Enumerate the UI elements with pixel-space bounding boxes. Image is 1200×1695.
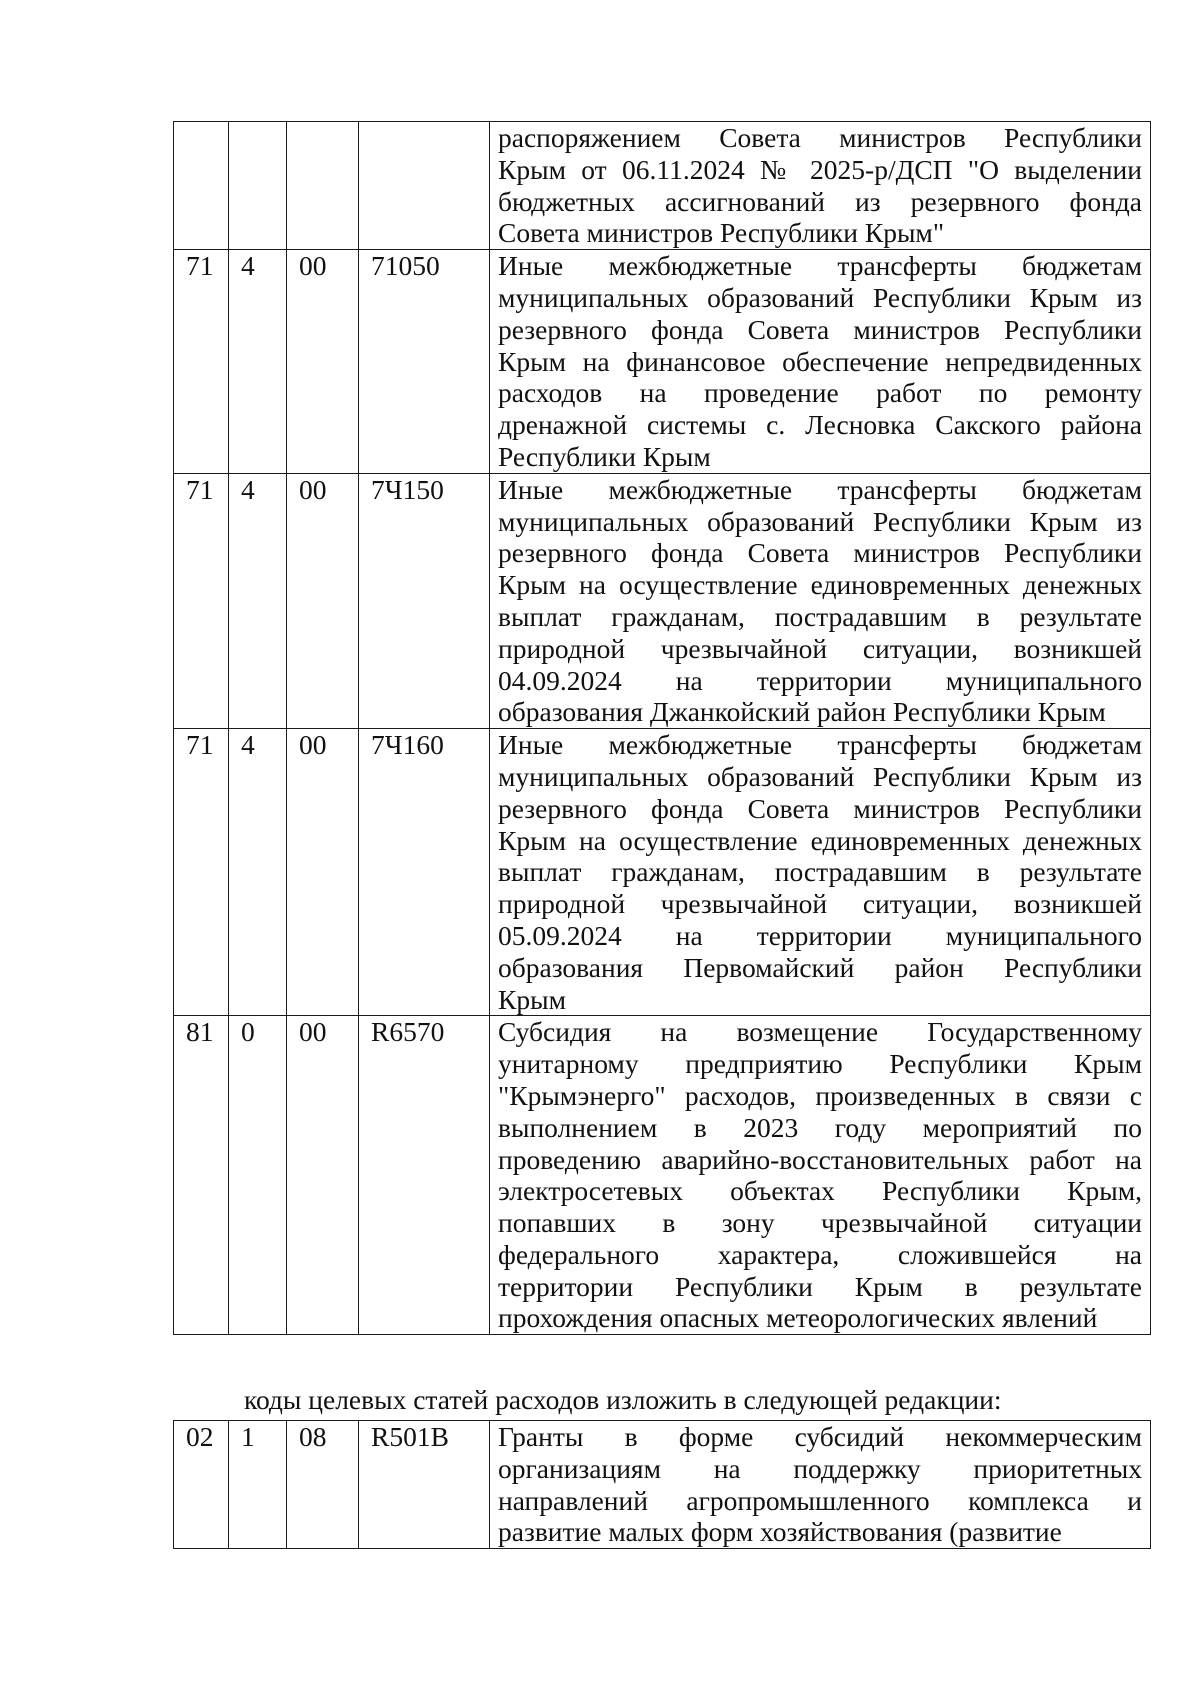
description-line: Республики Крым	[498, 440, 711, 472]
description-line: 04.09.2024 на территории муниципального	[498, 664, 1142, 696]
subprogram-code-cell: 4	[229, 473, 287, 728]
table-row	[174, 1016, 1151, 1335]
description-cell	[490, 250, 1151, 474]
subprogram-code-cell	[229, 122, 287, 250]
description-line: направлений агропромышленного комплекса и	[498, 1484, 1142, 1516]
table-row	[174, 473, 1151, 728]
program-code-cell: 71	[174, 473, 229, 728]
target-articles-table	[173, 121, 1151, 1335]
target-articles-table-body	[174, 122, 1151, 1335]
description-line: распоряжением Совета министров Республики	[498, 122, 1142, 153]
description-line: выполнением в 2023 году мероприятий по	[498, 1111, 1142, 1143]
description-line: Крым от 06.11.2024 № 2025-р/ДСП "О выделении	[498, 153, 1142, 185]
program-code-cell: 71	[174, 729, 229, 1016]
revised-articles-table-body	[174, 1421, 1151, 1549]
description-line: резервного фонда Совета министров Республики	[498, 313, 1142, 345]
description-line: муниципальных образований Республики Крым из	[498, 760, 1142, 792]
description-line: организациям на поддержку приоритетных	[498, 1452, 1142, 1484]
event-code-cell: 00	[287, 1016, 359, 1335]
direction-code-cell: 7Ч160	[359, 729, 490, 1016]
table-row	[174, 250, 1151, 474]
description-cell	[490, 1016, 1151, 1335]
description-line: электросетевых объектах Республики Крым,	[498, 1175, 1142, 1207]
table-row	[174, 122, 1151, 250]
event-code-cell: 00	[287, 250, 359, 474]
program-code-cell: 02	[174, 1421, 229, 1549]
revised-articles-table	[173, 1420, 1151, 1549]
subprogram-code-cell: 4	[229, 729, 287, 1016]
description-line: "Крымэнерго" расходов, произведенных в связи с	[498, 1079, 1142, 1111]
description-line: федерального характера, сложившейся на	[498, 1238, 1142, 1270]
description-line: муниципальных образований Республики Крым из	[498, 281, 1142, 313]
instruction-text: коды целевых статей расходов изложить в следующей редакции:	[244, 1384, 1002, 1415]
description-line: Крым на осуществление единовременных денежных	[498, 569, 1142, 601]
description-line: унитарному предприятию Республики Крым	[498, 1048, 1142, 1080]
description-line: Субсидия на возмещение Государственному	[498, 1016, 1142, 1048]
table-row	[174, 729, 1151, 1016]
description-line: проведению аварийно-восстановительных работ на	[498, 1143, 1142, 1175]
direction-code-cell: 71050	[359, 250, 490, 474]
table-row	[174, 1421, 1151, 1549]
program-code-cell: 81	[174, 1016, 229, 1335]
description-line: природной чрезвычайной ситуации, возникшей	[498, 888, 1142, 920]
description-line: Иные межбюджетные трансферты бюджетам	[498, 729, 1142, 761]
description-line: развитие малых форм хозяйствования (развитие	[498, 1516, 1062, 1548]
direction-code-cell: R6570	[359, 1016, 490, 1335]
description-line: выплат гражданам, пострадавшим в результате	[498, 600, 1142, 632]
event-code-cell	[287, 122, 359, 250]
description-line: 05.09.2024 на территории муниципального	[498, 919, 1142, 951]
direction-code-cell	[359, 122, 490, 250]
description-line: попавших в зону чрезвычайной ситуации	[498, 1207, 1142, 1239]
description-cell	[490, 729, 1151, 1016]
description-line: Крым на финансовое обеспечение непредвиденных	[498, 345, 1142, 377]
description-line: дренажной системы с. Лесновка Сакского района	[498, 409, 1142, 441]
description-line: Иные межбюджетные трансферты бюджетам	[498, 250, 1142, 282]
subprogram-code-cell: 4	[229, 250, 287, 474]
description-line: образования Джанкойский район Республики Крым	[498, 696, 1106, 728]
description-line: расходов на проведение работ по ремонту	[498, 377, 1142, 409]
program-code-cell: 71	[174, 250, 229, 474]
description-line: резервного фонда Совета министров Республики	[498, 792, 1142, 824]
description-line: выплат гражданам, пострадавшим в результате	[498, 856, 1142, 888]
direction-code-cell: R501B	[359, 1421, 490, 1549]
description-line: Крым	[498, 983, 566, 1015]
description-cell	[490, 1421, 1151, 1549]
direction-code-cell: 7Ч150	[359, 473, 490, 728]
description-cell	[490, 122, 1151, 250]
description-line: Гранты в форме субсидий некоммерческим	[498, 1421, 1142, 1452]
event-code-cell: 00	[287, 729, 359, 1016]
description-cell	[490, 473, 1151, 728]
description-line: Крым на осуществление единовременных денежных	[498, 824, 1142, 856]
event-code-cell: 00	[287, 473, 359, 728]
description-line: территории Республики Крым в результате	[498, 1270, 1142, 1302]
description-line: природной чрезвычайной ситуации, возникшей	[498, 632, 1142, 664]
description-line: Совета министров Республики Крым"	[498, 217, 945, 249]
subprogram-code-cell: 0	[229, 1016, 287, 1335]
subprogram-code-cell: 1	[229, 1421, 287, 1549]
description-line: бюджетных ассигнований из резервного фонда	[498, 185, 1142, 217]
description-line: образования Первомайский район Республики	[498, 951, 1142, 983]
description-line: прохождения опасных метеорологических явлений	[498, 1302, 1098, 1334]
program-code-cell	[174, 122, 229, 250]
event-code-cell: 08	[287, 1421, 359, 1549]
description-line: муниципальных образований Республики Крым из	[498, 505, 1142, 537]
description-line: резервного фонда Совета министров Республики	[498, 537, 1142, 569]
description-line: Иные межбюджетные трансферты бюджетам	[498, 473, 1142, 505]
